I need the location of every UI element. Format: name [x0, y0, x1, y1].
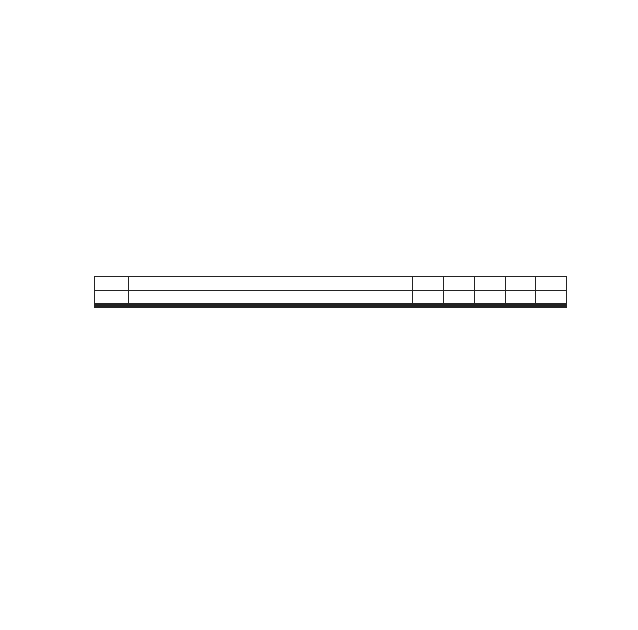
sl-cell[interactable] [536, 306, 567, 307]
table-row [95, 306, 567, 307]
legend-section [119, 224, 559, 263]
sr-cell[interactable] [506, 306, 536, 307]
kd-cell[interactable] [475, 306, 506, 307]
sl-cell[interactable] [536, 291, 567, 304]
tp-cell[interactable] [413, 306, 444, 307]
header-sr [506, 277, 536, 291]
kd-cell[interactable] [475, 291, 506, 304]
tp-cell[interactable] [413, 291, 444, 304]
row-number [95, 306, 129, 307]
header-kd [475, 277, 506, 291]
table-row [95, 291, 567, 304]
header-tp [413, 277, 444, 291]
row-statement [129, 306, 413, 307]
legend-sl [311, 237, 315, 250]
legend-kd [119, 250, 311, 263]
sr-cell[interactable] [506, 291, 536, 304]
legend-tp [119, 224, 311, 237]
header-no [95, 277, 129, 291]
legend-jr [119, 237, 311, 250]
jr-cell[interactable] [444, 306, 475, 307]
questionnaire-table [94, 276, 567, 308]
row-statement [129, 291, 413, 304]
header-sl [536, 277, 567, 291]
header-pernyataan [129, 277, 413, 291]
jr-cell[interactable] [444, 291, 475, 304]
table-header-row [95, 277, 567, 291]
header-jr [444, 277, 475, 291]
row-number [95, 291, 129, 304]
